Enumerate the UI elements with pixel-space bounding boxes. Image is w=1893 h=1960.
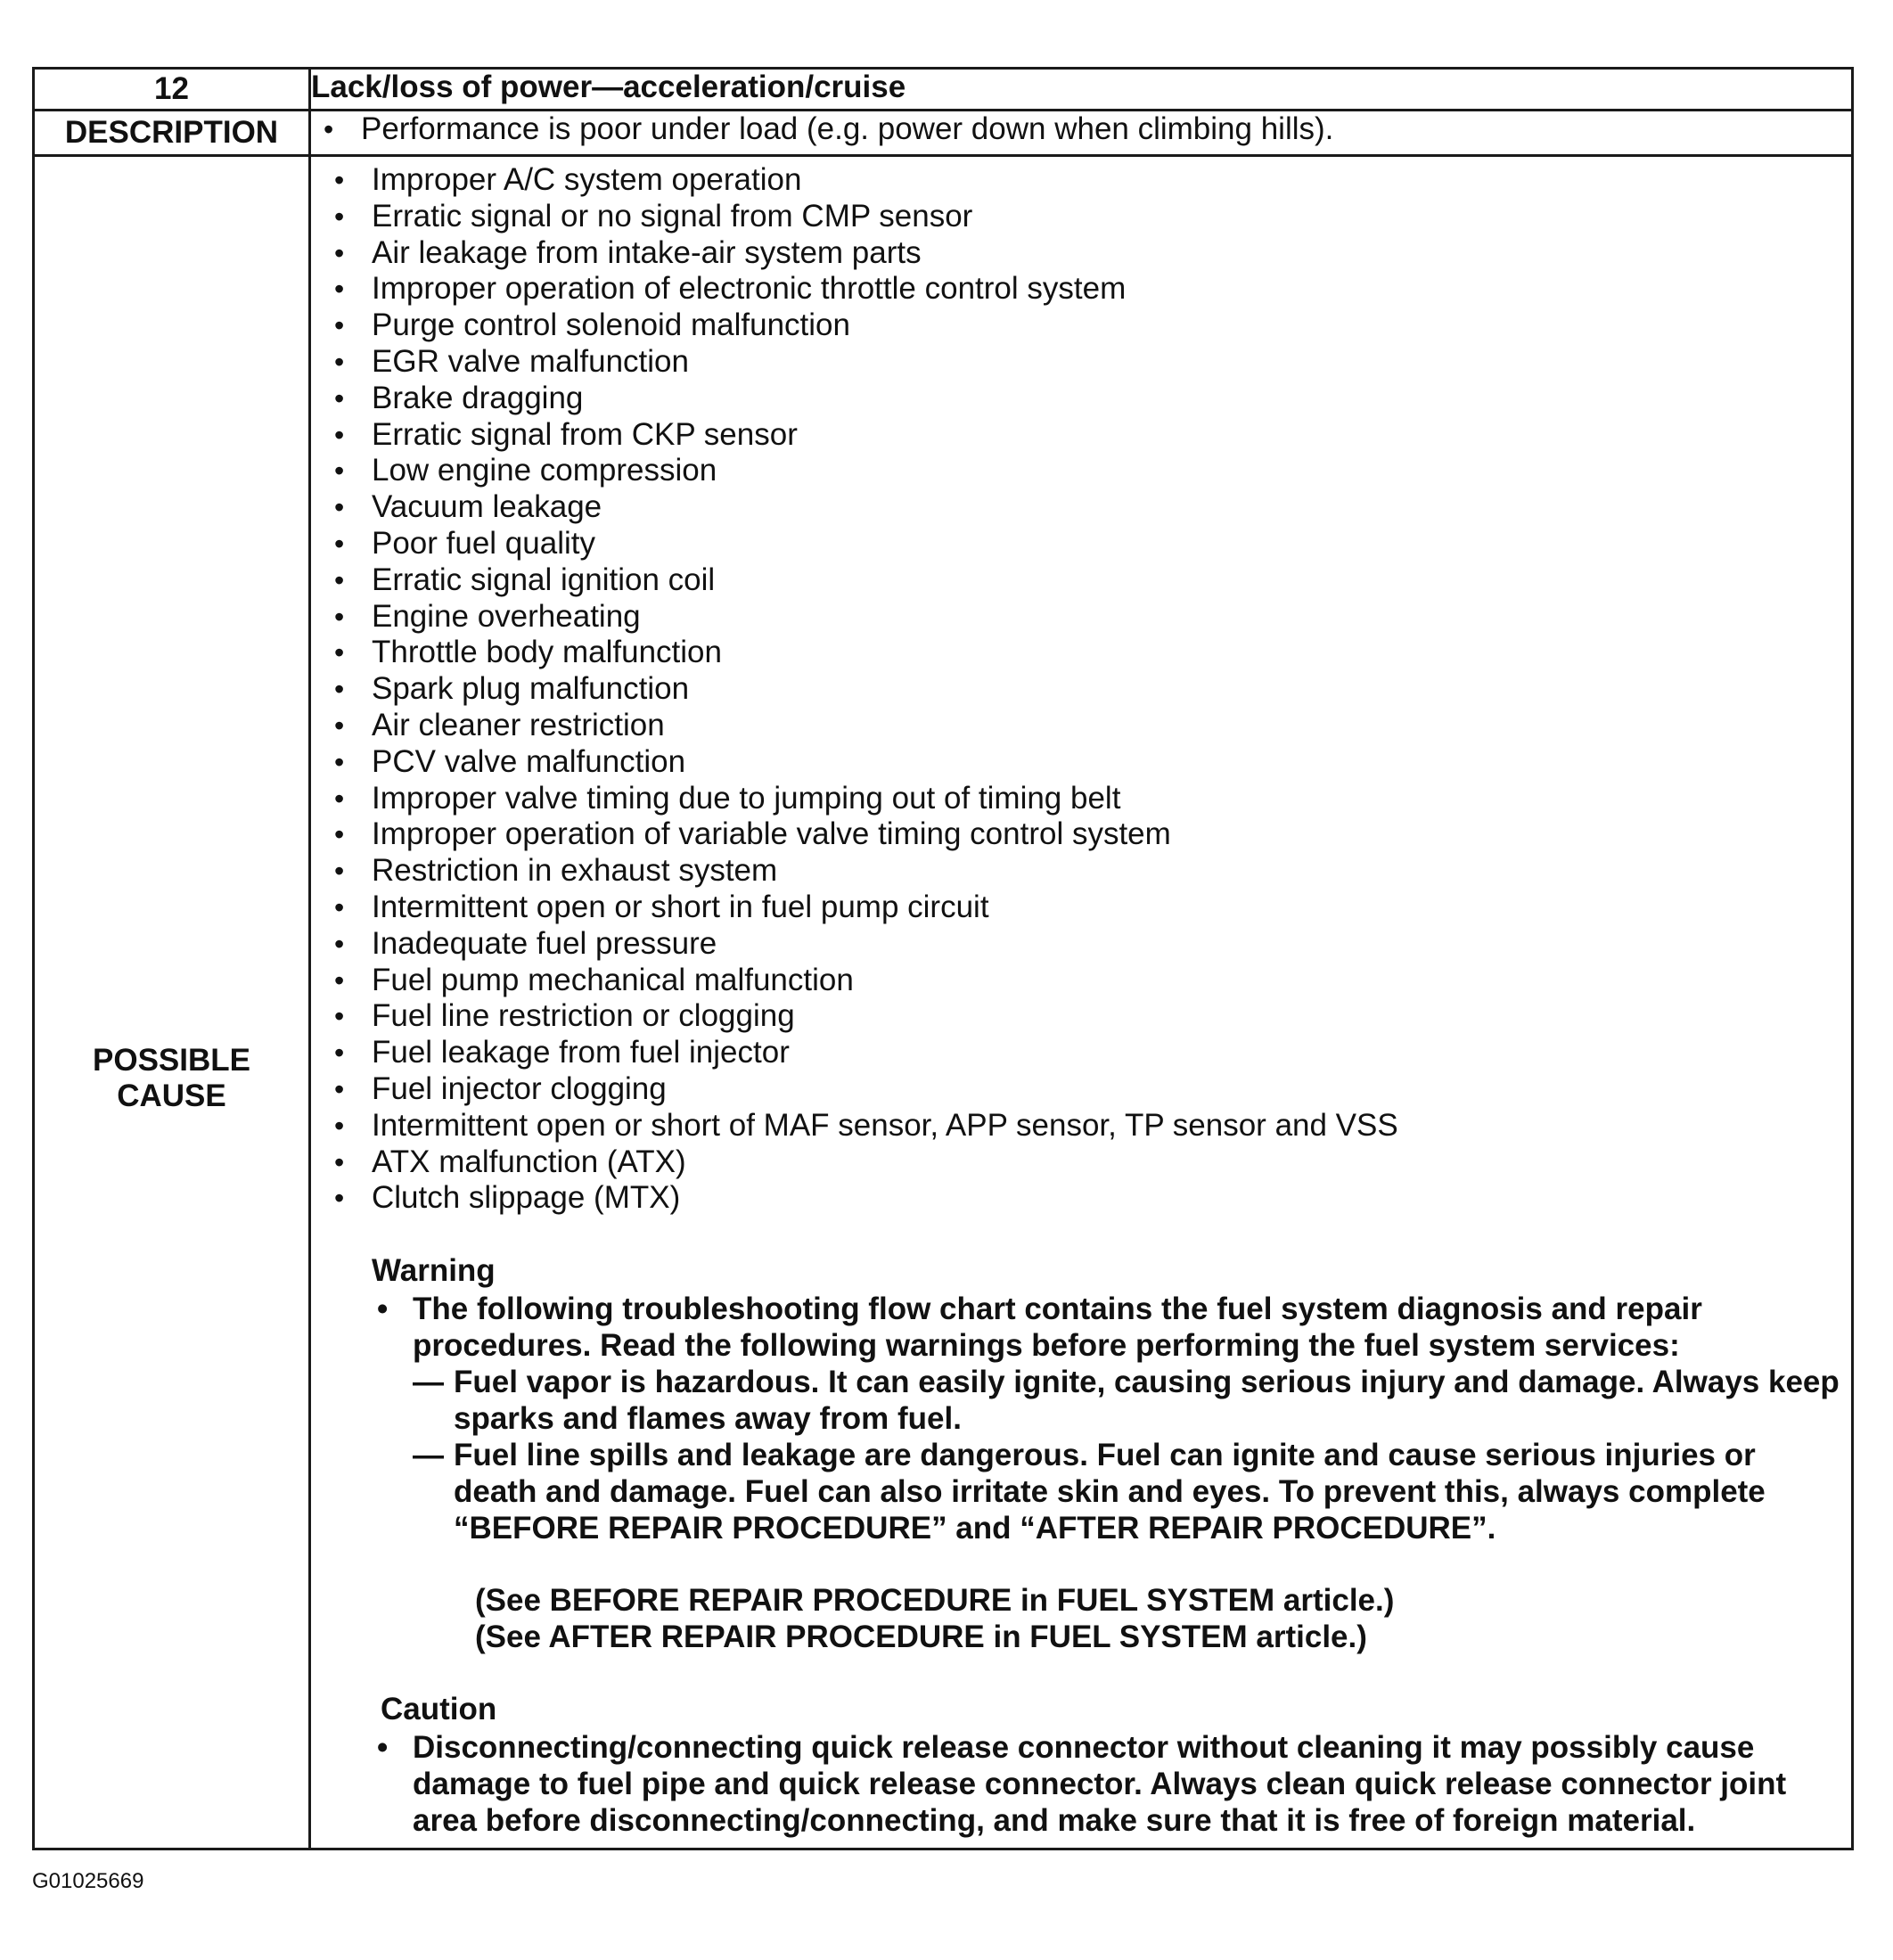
cause-item: • Vacuum leakage (322, 489, 1840, 526)
caution-heading: Caution (381, 1692, 497, 1727)
warning-heading: Warning (372, 1253, 496, 1289)
description-row (34, 111, 1853, 156)
cause-item: • ATX malfunction (ATX) (322, 1144, 1840, 1181)
symptom-title: Lack/loss of power—acceleration/cruise (310, 69, 1853, 111)
description-cell (310, 111, 1853, 156)
caution-bullet: • Disconnecting/connecting quick release connector without cleaning it may possibly cause damage to fuel pipe and quick release connector. Always clean quick release connector joint area before disconnecting/connecting, and make sure that it is free of foreign material. (372, 1729, 1840, 1839)
cause-item: • Intermittent open or short of MAF sensor, APP sensor, TP sensor and VSS (322, 1108, 1840, 1144)
cause-item: • Spark plug malfunction (322, 671, 1840, 708)
cause-item: • Air cleaner restriction (322, 708, 1840, 744)
possible-cause-cell (310, 156, 1853, 1849)
cause-item: • Air leakage from intake-air system parts (322, 235, 1840, 272)
cause-item: • Improper operation of variable valve timing control system (322, 816, 1840, 853)
warning-dash-item-1: — Fuel vapor is hazardous. It can easily ignite, causing serious injury and damage. Always keep sparks and flames away from fuel. (413, 1364, 1840, 1437)
description-item: • Performance is poor under load (e.g. power down when climbing hills). (311, 111, 1851, 148)
diagnostic-table (32, 67, 1854, 1850)
cause-item: • Intermittent open or short in fuel pump circuit (322, 890, 1840, 926)
cause-item: • Throttle body malfunction (322, 635, 1840, 671)
see-references (413, 1582, 1840, 1655)
symptom-number: 12 (34, 69, 310, 111)
possible-cause-label-line1: POSSIBLE (93, 1042, 250, 1078)
cause-item: • Fuel injector clogging (322, 1071, 1840, 1108)
cause-item: • Brake dragging (322, 381, 1840, 417)
cause-item: • Purge control solenoid malfunction (322, 308, 1840, 344)
cause-list (322, 162, 1840, 1217)
see-after-repair: (See AFTER REPAIR PROCEDURE in FUEL SYSTEM article.) (475, 1620, 1367, 1655)
cause-item: • Poor fuel quality (322, 526, 1840, 562)
cause-item: • Restriction in exhaust system (322, 853, 1840, 890)
header-row (34, 69, 1853, 111)
cause-item: • Clutch slippage (MTX) (322, 1180, 1840, 1217)
cause-item: • Fuel leakage from fuel injector (322, 1035, 1840, 1071)
warning-bullet (372, 1291, 1840, 1655)
cause-item: • EGR valve malfunction (322, 344, 1840, 381)
cause-item: • Improper valve timing due to jumping out of timing belt (322, 781, 1840, 817)
possible-cause-row (34, 156, 1853, 1849)
warning-bullet-text: The following troubleshooting flow chart contains the fuel system diagnosis and repair procedures. Read the following warnings before performing the fuel system services: (413, 1292, 1702, 1364)
description-label: DESCRIPTION (34, 111, 310, 156)
cause-item: • Fuel pump mechanical malfunction (322, 963, 1840, 999)
warning-block (372, 1252, 1840, 1655)
cause-item: • PCV valve malfunction (322, 744, 1840, 781)
cause-item: • Inadequate fuel pressure (322, 926, 1840, 963)
cause-item: • Improper A/C system operation (322, 162, 1840, 199)
possible-cause-label (34, 156, 310, 1849)
cause-item: • Low engine compression (322, 453, 1840, 489)
cause-item: • Engine overheating (322, 599, 1840, 636)
see-before-repair: (See BEFORE REPAIR PROCEDURE in FUEL SYSTEM article.) (475, 1583, 1395, 1619)
warning-dash-item-2: — Fuel line spills and leakage are dangerous. Fuel can ignite and cause serious injuries or death and damage. Fuel can also irritate skin and eyes. To prevent this, always complete “BEFORE REPAIR PROCEDURE” and “AFTER REPAIR PROCEDURE”. (413, 1437, 1840, 1546)
description-list (311, 111, 1851, 148)
cause-item: • Improper operation of electronic throttle control system (322, 271, 1840, 308)
cause-item: • Erratic signal ignition coil (322, 562, 1840, 599)
cause-item: • Erratic signal from CKP sensor (322, 417, 1840, 454)
cause-item: • Fuel line restriction or clogging (322, 998, 1840, 1035)
possible-cause-label-line2: CAUSE (117, 1078, 226, 1113)
caution-block (381, 1691, 1840, 1839)
figure-id: G01025669 (32, 1869, 144, 1893)
cause-item: • Erratic signal or no signal from CMP sensor (322, 199, 1840, 235)
